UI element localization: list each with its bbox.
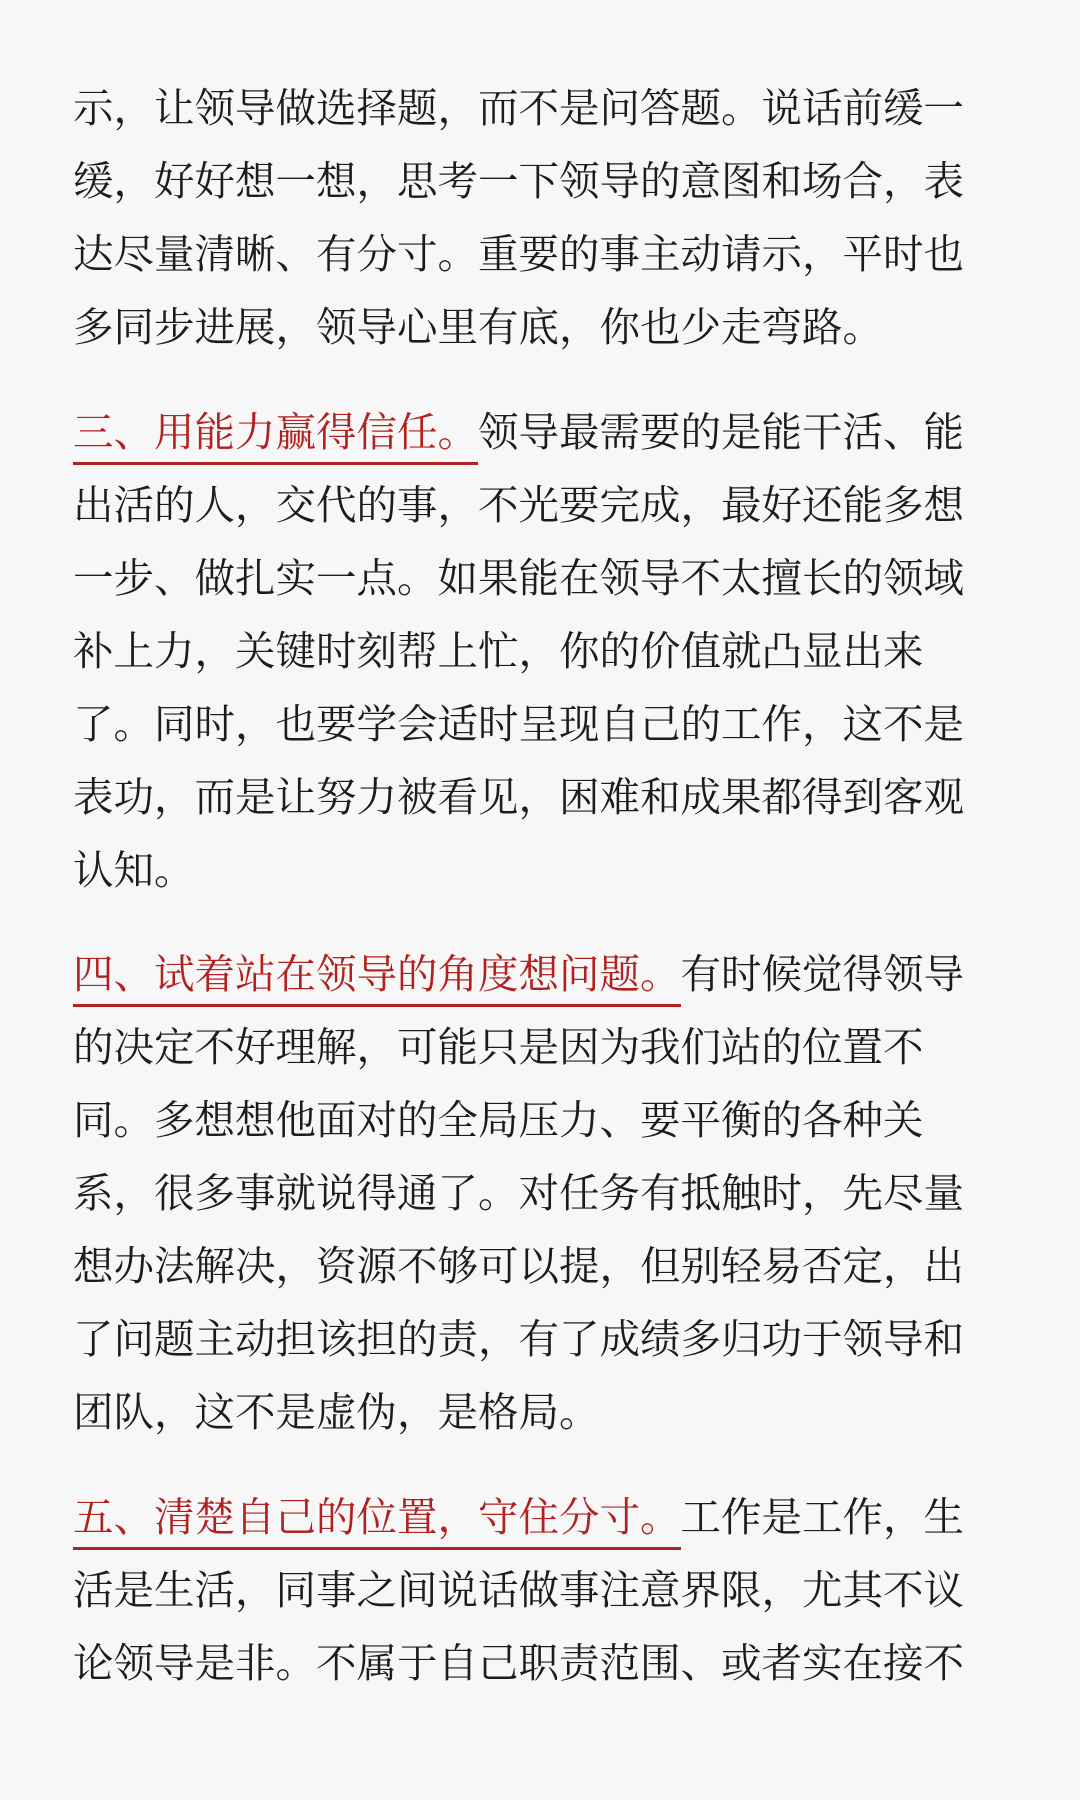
paragraph-line: 论领导是非。不属于自己职责范围、或者实在接不 (73, 1639, 964, 1687)
section-three-line (73, 404, 964, 460)
paragraph-text: 领导最需要的是能干活、能 (478, 408, 964, 456)
paragraph-line: 团队，这不是虚伪，是格局。 (73, 1388, 600, 1436)
section-heading-four: 四、试着站在领导的角度想问题。 (73, 950, 681, 1007)
paragraph-line: 多同步进展，领导心里有底，你也少走弯路。 (73, 303, 883, 351)
paragraph-line: 达尽量清晰、有分寸。重要的事主动请示，平时也 (73, 230, 964, 278)
paragraph-text: 工作是工作，生 (680, 1493, 964, 1541)
section-four-line (73, 946, 964, 1002)
paragraph-line: 活是生活，同事之间说话做事注意界限，尤其不议 (73, 1566, 964, 1614)
paragraph-line: 缓，好好想一想，思考一下领导的意图和场合，表 (73, 157, 964, 205)
paragraph-line: 系，很多事就说得通了。对任务有抵触时，先尽量 (73, 1169, 964, 1217)
paragraph-line: 表功，而是让努力被看见，困难和成果都得到客观 (73, 773, 964, 821)
paragraph-line: 出活的人，交代的事，不光要完成，最好还能多想 (73, 481, 964, 529)
paragraph-line: 了。同时，也要学会适时呈现自己的工作，这不是 (73, 700, 964, 748)
section-heading-three: 三、用能力赢得信任。 (73, 408, 478, 465)
paragraph-line: 补上力，关键时刻帮上忙，你的价值就凸显出来 (73, 627, 924, 675)
paragraph-text: 有时候觉得领导 (680, 950, 964, 998)
paragraph-line: 的决定不好理解，可能只是因为我们站的位置不 (73, 1023, 924, 1071)
paragraph-line: 想办法解决，资源不够可以提，但别轻易否定，出 (73, 1242, 964, 1290)
section-heading-five: 五、清楚自己的位置，守住分寸。 (73, 1493, 681, 1550)
paragraph-line: 同。多想想他面对的全局压力、要平衡的各种关 (73, 1096, 924, 1144)
paragraph-line: 了问题主动担该担的责，有了成绩多归功于领导和 (73, 1315, 964, 1363)
section-five-line (73, 1489, 964, 1545)
paragraph-line: 一步、做扎实一点。如果能在领导不太擅长的领域 (73, 554, 964, 602)
paragraph-line: 认知。 (73, 846, 195, 894)
paragraph-line: 示，让领导做选择题，而不是问答题。说话前缓一 (73, 84, 964, 132)
